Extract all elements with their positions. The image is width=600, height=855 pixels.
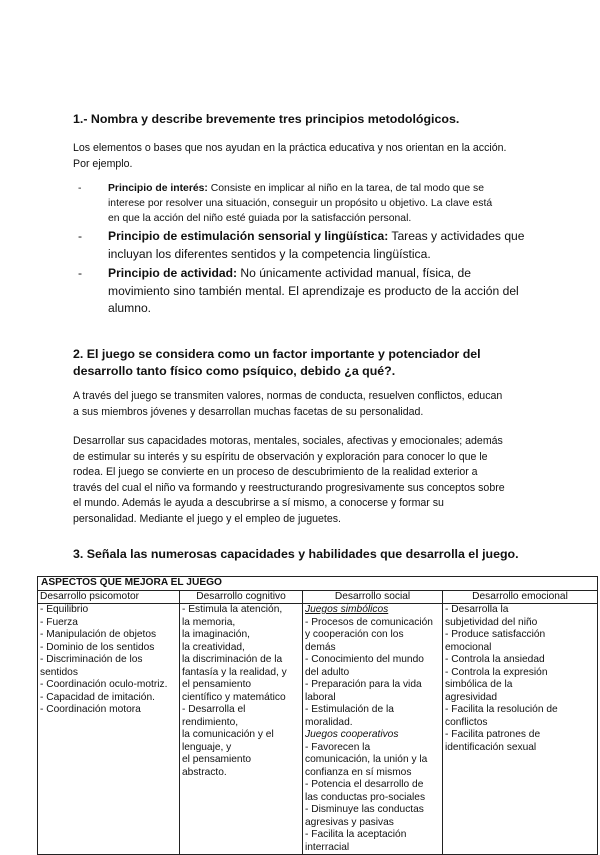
social-line: - Conocimiento del mundo	[305, 654, 424, 665]
cognitivo-line: la imaginación,	[182, 629, 250, 640]
principle-text: Tareas y actividades que	[388, 229, 525, 243]
table-header-row	[38, 590, 598, 604]
social-line: y cooperación con los	[305, 629, 404, 640]
q2-p2-line: de estimular su interés y su espíritu de observación y exploración para conocer lo que le	[73, 450, 488, 463]
emocional-line: - Produce satisfacción	[445, 629, 546, 640]
social-line: - Potencia el desarrollo de	[305, 779, 424, 790]
principle-label: Principio de estimulación sensorial y lingüística:	[108, 229, 389, 243]
psicomotor-line: - Discriminación de los	[40, 654, 143, 665]
q2-title	[73, 346, 583, 380]
emocional-line: - Controla la ansiedad	[445, 654, 545, 665]
q2-paragraph-2	[73, 434, 593, 528]
table-title: ASPECTOS QUE MEJORA EL JUEGO	[38, 577, 598, 591]
principle-label: Principio de actividad:	[108, 266, 238, 280]
header-social: Desarrollo social	[303, 590, 443, 604]
q1-intro	[73, 141, 593, 172]
table-title-row	[38, 577, 598, 591]
psicomotor-line: - Capacidad de imitación.	[40, 691, 155, 703]
principle-item	[78, 265, 528, 318]
cognitivo-line: científico y matemático	[182, 691, 286, 703]
principle-item	[78, 181, 528, 226]
cognitivo-line: la memoria,	[182, 616, 236, 628]
emocional-line: - Desarrolla la	[445, 604, 509, 615]
social-line: confianza en sí mismos	[305, 766, 412, 778]
principle-text: en que la acción del niño esté guiada por la satisfacción personal.	[108, 213, 412, 224]
q2-p2-line: personalidad. Mediante el juego y el empleo de juguetes.	[73, 512, 341, 525]
q2-p1-line: A través del juego se transmiten valores, normas de conducta, resuelven conflictos, educan	[73, 390, 503, 402]
principle-label: Principio de interés:	[108, 183, 208, 194]
cognitivo-line: la discriminación de la	[182, 654, 283, 665]
principle-text: No únicamente actividad manual, física, de	[237, 266, 471, 280]
emocional-line: simbólica de la	[445, 679, 513, 690]
q1-intro-line1: Los elementos o bases que nos ayudan en la práctica educativa y nos orientan en la acción.	[73, 142, 507, 154]
cell-social	[303, 604, 443, 855]
psicomotor-line: - Equilibrio	[40, 604, 89, 615]
principle-text: Consiste en implicar al niño en la tarea, de tal modo que se	[207, 183, 484, 194]
q3-title: 3. Señala las numerosas capacidades y habilidades que desarrolla el juego.	[73, 547, 519, 561]
q1-intro-line2: Por ejemplo.	[73, 157, 133, 170]
social-line: las conductas pro-sociales	[305, 791, 426, 803]
social-line: comunicación, la unión y la	[305, 754, 428, 765]
emocional-line: - Controla la expresión	[445, 666, 548, 678]
social-line: - Disminuye las conductas	[305, 804, 424, 815]
list-bullet: -	[78, 229, 83, 243]
q2-p2-line: Desarrollar sus capacidades motoras, mentales, sociales, afectivas y emocionales; además	[73, 435, 503, 447]
emocional-line: identificación sexual	[445, 741, 537, 753]
cell-psicomotor	[38, 604, 180, 855]
q2-paragraph-1	[73, 389, 593, 420]
q2-p2-line: través del cual el niño va formando y reestructurando progresivamente sus conceptos sobre	[73, 481, 505, 494]
social-line: - Favorecen la	[305, 741, 371, 753]
social-line: - Estimulación de la	[305, 704, 394, 715]
cognitivo-line: abstracto.	[182, 766, 227, 778]
q1-principles-list	[78, 181, 528, 320]
header-emocional: Desarrollo emocional	[443, 590, 598, 604]
emocional-line: - Facilita la resolución de	[445, 704, 558, 715]
cell-emocional	[443, 604, 598, 855]
social-line: del adulto	[305, 666, 350, 678]
cognitivo-line: el pensamiento	[182, 754, 252, 765]
social-line: - Procesos de comunicación	[305, 616, 433, 628]
principle-item	[78, 228, 528, 263]
table-content-row	[38, 604, 598, 855]
social-line: interracial	[305, 841, 350, 853]
cell-cognitivo	[180, 604, 303, 855]
psicomotor-line: - Coordinación oculo-motriz.	[40, 679, 168, 690]
psicomotor-line: - Manipulación de objetos	[40, 629, 157, 640]
q1-title: 1.- Nombra y describe brevemente tres principios metodológicos.	[73, 112, 460, 126]
social-line: demás	[305, 641, 336, 653]
q2-title-line2: desarrollo tanto físico como psíquico, debido ¿a qué?.	[73, 364, 396, 378]
social-line: - Preparación para la vida	[305, 679, 422, 690]
list-bullet: -	[78, 266, 83, 280]
psicomotor-line: - Dominio de los sentidos	[40, 641, 155, 653]
psicomotor-line: - Fuerza	[40, 616, 78, 628]
capacities-table	[37, 576, 598, 855]
cognitivo-line: - Estimula la atención,	[182, 604, 283, 615]
psicomotor-line: - Coordinación motora	[40, 704, 141, 715]
social-heading-cooperativos: Juegos cooperativos	[305, 729, 399, 740]
social-heading-simbolicos: Juegos simbólicos	[305, 604, 389, 615]
header-psicomotor: Desarrollo psicomotor	[38, 590, 180, 604]
q2-p1-line: a sus miembros jóvenes y desarrollan muchas facetas de su personalidad.	[73, 405, 424, 418]
emocional-line: subjetividad del niño	[445, 616, 538, 628]
q2-title-line1: 2. El juego se considera como un factor importante y potenciador del	[73, 347, 481, 361]
cognitivo-line: fantasía y la realidad, y	[182, 666, 287, 678]
header-cognitivo: Desarrollo cognitivo	[180, 590, 303, 604]
psicomotor-line: sentidos	[40, 666, 78, 678]
principle-text: alumno.	[108, 301, 152, 315]
social-line: agresivas y pasivas	[305, 816, 394, 828]
principle-text: movimiento sino también mental. El aprendizaje es producto de la acción del	[108, 283, 519, 298]
cognitivo-line: el pensamiento	[182, 679, 252, 690]
emocional-line: conflictos	[445, 716, 488, 728]
emocional-line: emocional	[445, 641, 492, 653]
emocional-line: agresividad	[445, 691, 498, 703]
cognitivo-line: la creatividad,	[182, 641, 245, 653]
cognitivo-line: lenguaje, y	[182, 741, 232, 753]
principle-text: incluyan los diferentes sentidos y la competencia lingüística.	[108, 246, 431, 261]
emocional-line: - Facilita patrones de	[445, 729, 541, 740]
q2-p2-line: rodea. El juego se convierte en un proceso de descubrimiento de la realidad exterior a	[73, 466, 478, 479]
cognitivo-line: - Desarrolla el	[182, 704, 246, 715]
principle-text: interese por resolver una situación, conseguir un propósito u objetivo. La clave está	[108, 198, 493, 209]
list-bullet: -	[78, 183, 82, 194]
cognitivo-line: la comunicación y el	[182, 729, 274, 740]
social-line: moralidad.	[305, 716, 353, 728]
cognitivo-line: rendimiento,	[182, 716, 239, 728]
social-line: laboral	[305, 691, 336, 703]
social-line: - Facilita la aceptación	[305, 829, 407, 840]
q2-p2-line: el mundo. Además le ayuda a descubrirse a sí mismo, a conocerse y formar su	[73, 497, 444, 510]
